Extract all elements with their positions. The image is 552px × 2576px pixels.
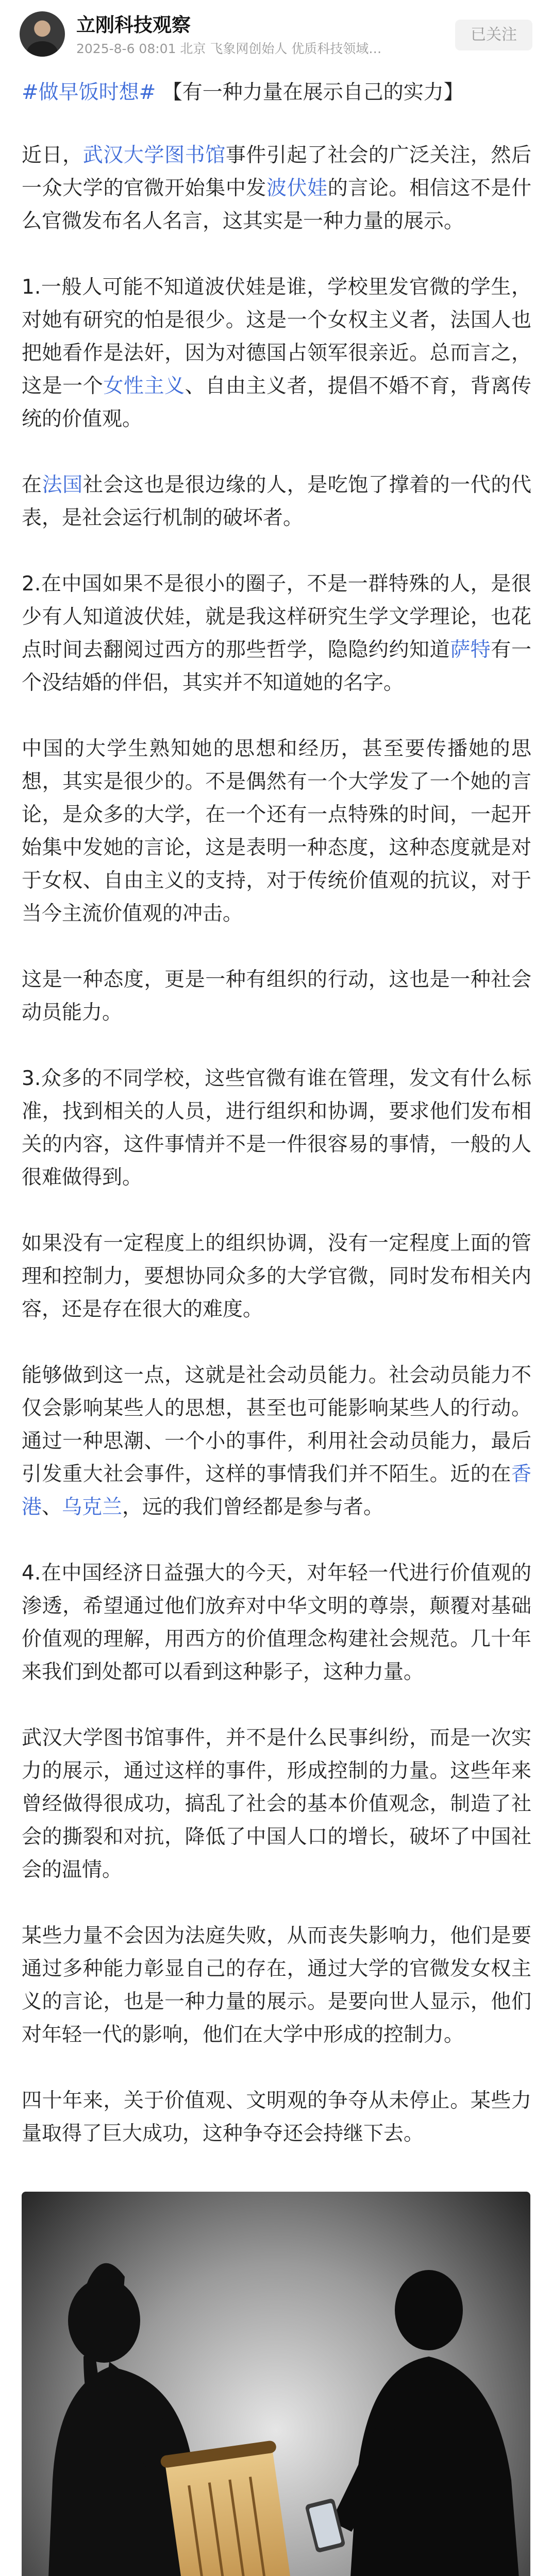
topic-link[interactable]: 乌克兰 (62, 1496, 123, 1519)
paragraph-12: 某些力量不会因为法庭失败，从而丧失影响力，他们是要通过多种能力彰显自己的存在，通过大学的官微发女权主义的言论，也是一种力量的展示。是要向世人显示，他们对年轻一代的影响，他们在大学中形成的控制力。 (22, 1924, 531, 2046)
post-image[interactable] (22, 2192, 530, 2576)
paragraph-11: 武汉大学图书馆事件，并不是什么民事纠纷，而是一次实力的展示，通过这样的事件，形成控制的力量。这些年来曾经做得很成功，搞乱了社会的基本价值观念，制造了社会的撕裂和对抗，降低了中国人口的增长，破坏了中国社会的温情。 (22, 1726, 531, 1882)
text-span: ，远的我们曾经都是参与者。 (122, 1496, 384, 1519)
text-span: 2.在中国如果不是很小的圈子，不是一群特殊的人，是很少有人知道波伏娃，就是我这样研究生学文学理论，也花点时间去翻阅过西方的那些哲学，隐隐约约知道 (22, 572, 531, 662)
title-text: 【有一种力量在展示自己的实力】 (162, 81, 464, 104)
post-meta: 2025-8-6 08:01 北京 飞象网创始人 优质科技领域… (76, 41, 382, 56)
paragraph-9 (22, 1359, 531, 1524)
paragraph-5: 中国的大学生熟知她的思想和经历，甚至要传播她的思想，其实是很少的。不是偶然有一个大学发了一个她的言论，是众多的大学，在一个还有一点特殊的时间，一起开始集中发她的言论，这是表明一种态度，这种态度就是对于女权、自由主义的支持，对于传统价值观的抗议，对于当今主流价值观的冲击。 (22, 737, 531, 925)
topic-link[interactable]: 萨特 (450, 638, 491, 662)
post-title (0, 76, 552, 109)
topic-link[interactable]: 女性主义 (103, 375, 185, 398)
author-avatar[interactable] (20, 11, 65, 57)
text-span: 近日， (22, 144, 83, 167)
text-span: 1.一般人可能不知道波伏娃是谁，学校里发官微的学生，对她有研究的怕是很少。这是一个女权主义者，法国人也把她看作是法奸，因为对德国占领军很亲近。总而言之，这是一个 (22, 276, 531, 398)
follow-button[interactable]: 已关注 (455, 20, 532, 50)
paragraph-6: 这是一种态度，更是一种有组织的行动，这也是一种社会动员能力。 (22, 968, 531, 1024)
text-span: 有一个没结婚的伴侣，其实并不知道她的名字。 (22, 638, 531, 694)
text-span: 事件引起了社会的广泛关注，然后一众大学的官微开始集中发 (22, 144, 531, 200)
paragraph-1 (22, 139, 531, 238)
paragraph-2 (22, 271, 531, 436)
topic-link[interactable]: 武汉大学图书馆 (82, 144, 226, 167)
text-span: 、自由主义者，提倡不婚不育，背离传统的价值观。 (22, 375, 531, 431)
paragraph-7: 3.众多的不同学校，这些官微有谁在管理，发文有什么标准，找到相关的人员，进行组织和协调，要求他们发布相关的内容，这件事情并不是一件很容易的事情，一般的人很难做得到。 (22, 1067, 531, 1189)
paragraph-4 (22, 568, 531, 700)
paragraph-8: 如果没有一定程度上的组织协调，没有一定程度上面的管理和控制力，要想协同众多的大学官微，同时发布相关内容，还是存在很大的难度。 (22, 1232, 531, 1321)
text-span: 在 (22, 473, 42, 497)
topic-link[interactable]: 法国 (42, 473, 83, 497)
post-header (0, 0, 552, 72)
text-span: 社会这也是很边缘的人，是吃饱了撑着的一代的代表，是社会运行机制的破坏者。 (22, 473, 531, 530)
paragraph-3 (22, 469, 531, 535)
text-span: 的言论。相信这不是什么官微发布名人名言，这其实是一种力量的展示。 (22, 177, 531, 233)
paragraph-13: 四十年来，关于价值观、文明观的争夺从未停止。某些力量取得了巨大成功，这种争夺还会持继下去。 (22, 2089, 531, 2145)
topic-link[interactable]: 香港 (22, 1463, 531, 1519)
topic-link[interactable]: 波伏娃 (266, 177, 328, 200)
hashtag-link[interactable]: #做早饭时想# (22, 81, 156, 104)
text-span: 、 (42, 1496, 62, 1519)
author-name[interactable]: 立刚科技观察 (76, 14, 191, 36)
post-content (0, 139, 552, 2150)
scholar-vs-phone-illustration (22, 2192, 530, 2576)
paragraph-10: 4.在中国经济日益强大的今天，对年轻一代进行价值观的渗透，希望通过他们放弃对中华文明的尊崇，颠覆对基础价值观的理解，用西方的价值理念构建社会规范。几十年来我们到处都可以看到这种影子，这种力量。 (22, 1562, 531, 1684)
text-span: 能够做到这一点，这就是社会动员能力。社会动员能力不仅会影响某些人的思想，甚至也可能影响某些人的行动。通过一种思潮、一个小的事件，利用社会动员能力，最后引发重大社会事件，这样的事情我们并不陌生。近的在 (22, 1364, 531, 1486)
